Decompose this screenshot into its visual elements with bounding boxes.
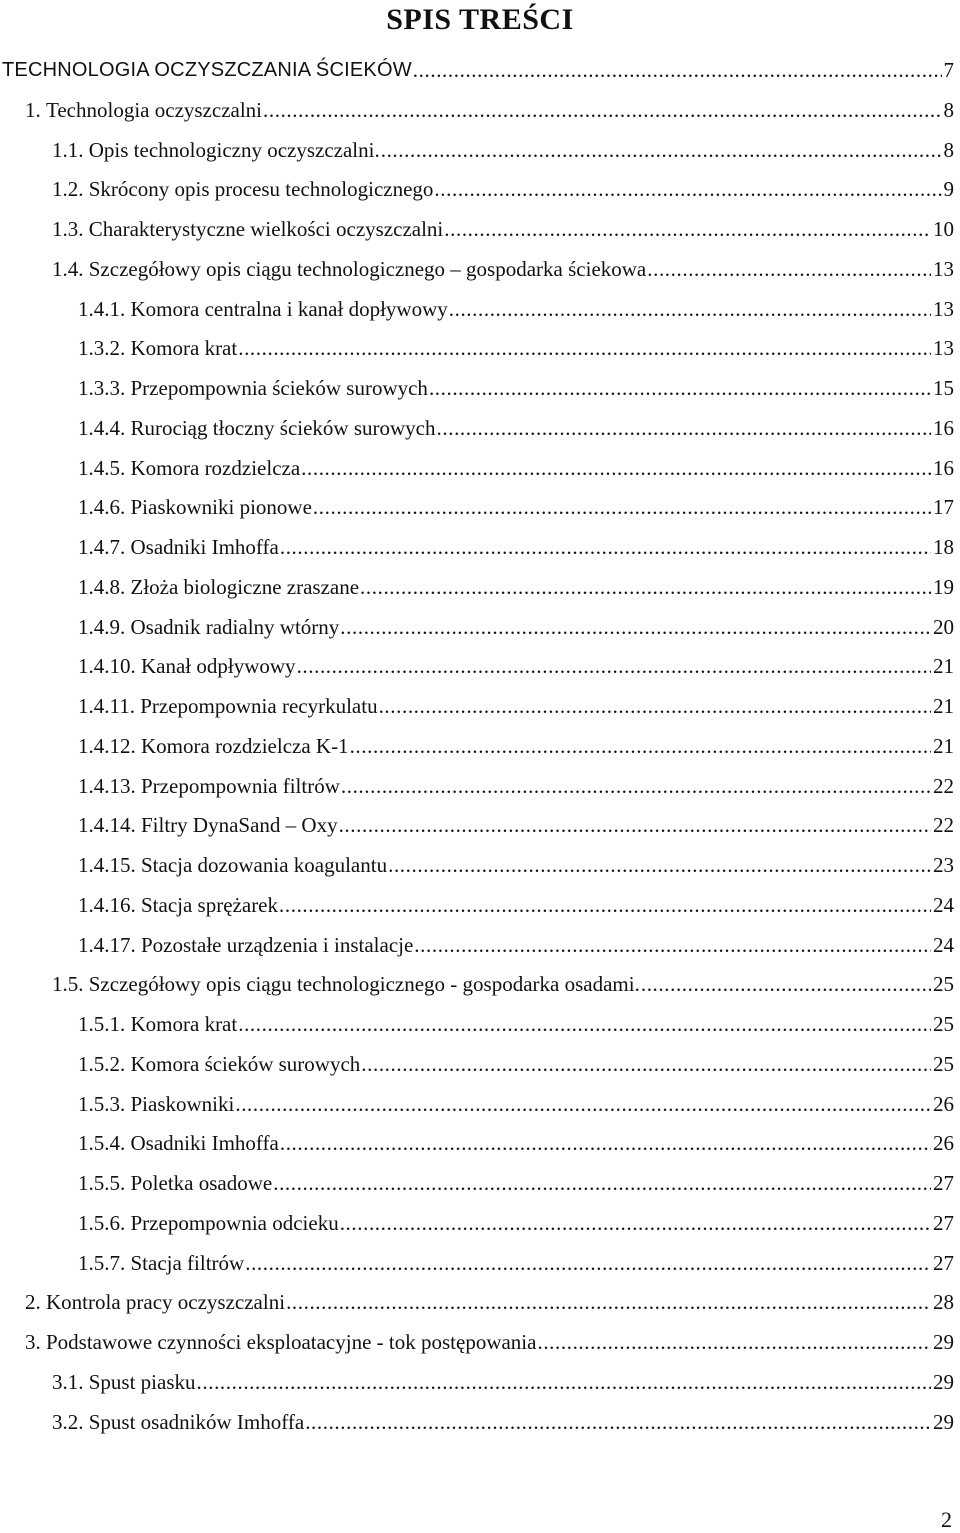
toc-entry-page: 27 — [933, 1250, 954, 1275]
toc-leader-dots — [280, 533, 931, 561]
toc-entry[interactable] — [0, 533, 960, 573]
toc-entry-number: 1.5.4. — [78, 1131, 131, 1156]
toc-entry[interactable] — [0, 1368, 960, 1408]
toc-leader-dots — [297, 652, 931, 680]
toc-leader-dots — [286, 1288, 931, 1316]
toc-entry-page: 9 — [943, 177, 954, 202]
toc-entry-title: Komora krat — [130, 1012, 238, 1036]
toc-entry-title: Szczegółowy opis ciągu technologicznego – gospodarka ściekowa — [88, 256, 647, 281]
toc-entry-title: Komora rozdzielcza K-1 — [141, 733, 349, 758]
page-number: 2 — [941, 1507, 952, 1532]
toc-entry-page: 16 — [933, 455, 954, 480]
toc-entry-page: 21 — [933, 733, 954, 758]
toc-entry-page: 24 — [933, 932, 954, 957]
toc-entry[interactable] — [0, 1050, 960, 1090]
toc-entry-number: 1.4. — [52, 256, 89, 281]
toc-entry-page: 21 — [933, 694, 954, 718]
toc-entry-title: Stacja filtrów — [130, 1250, 245, 1275]
toc-leader-dots — [434, 175, 941, 203]
toc-entry[interactable] — [0, 215, 960, 255]
toc-entry-title: Kontrola pracy oczyszczalni — [46, 1290, 286, 1315]
toc-entry[interactable] — [0, 1408, 960, 1448]
toc-entry[interactable] — [0, 1328, 960, 1368]
toc-entry-number: 1.5.3. — [78, 1091, 131, 1116]
toc-entry-number: 1.4.11. — [78, 694, 141, 718]
toc-entry-number: 1.3.2. — [78, 336, 131, 361]
toc-entry[interactable] — [0, 891, 960, 931]
toc-entry-number: 1.4.10. — [78, 654, 141, 679]
toc-entry-page: 25 — [933, 972, 954, 997]
toc-entry-number: 1.4.6. — [78, 495, 131, 520]
toc-leader-dots — [301, 454, 931, 482]
toc-entry[interactable] — [0, 175, 960, 215]
toc-entry-number: 1.4.12. — [78, 733, 141, 758]
table-of-contents — [0, 56, 960, 1447]
toc-entry-page: 26 — [933, 1131, 954, 1156]
toc-entry-page: 7 — [943, 58, 954, 82]
toc-leader-dots — [379, 692, 931, 720]
toc-entry-page: 22 — [933, 813, 954, 838]
toc-entry-title: Komora centralna i kanał dopływowy — [130, 296, 448, 321]
toc-leader-dots — [280, 1129, 931, 1157]
toc-leader-dots — [388, 851, 931, 879]
toc-entry-number: 1.5.1. — [78, 1012, 131, 1036]
toc-entry-title: Technologia oczyszczalni — [46, 97, 263, 122]
toc-entry-page: 16 — [933, 415, 954, 440]
toc-entry-title: Poletka osadowe — [130, 1171, 273, 1195]
toc-entry-title: Złoża biologiczne zraszane — [130, 574, 360, 599]
toc-entry-title: Podstawowe czynności eksploatacyjne - tok postępowania — [46, 1330, 537, 1354]
toc-leader-dots — [429, 374, 931, 402]
toc-entry[interactable] — [0, 851, 960, 891]
toc-leader-dots — [235, 1090, 931, 1118]
toc-entry[interactable] — [0, 1249, 960, 1289]
toc-entry-number: 1.4.15. — [78, 853, 141, 877]
toc-entry-number: 1.4.8. — [78, 574, 131, 599]
toc-leader-dots — [647, 255, 931, 283]
toc-leader-dots — [341, 772, 931, 800]
toc-entry-title: Osadnik radialny wtórny — [130, 614, 340, 639]
toc-entry-number: 1.4.14. — [78, 813, 141, 838]
toc-entry[interactable] — [0, 652, 960, 692]
toc-entry[interactable] — [0, 692, 960, 732]
toc-entry-page: 25 — [933, 1012, 954, 1036]
toc-entry[interactable] — [0, 1090, 960, 1130]
toc-entry-title: Piaskowniki pionowe — [130, 495, 312, 520]
toc-leader-dots — [437, 414, 931, 442]
toc-entry[interactable] — [0, 136, 960, 176]
toc-entry-number: 3.1. — [52, 1369, 89, 1394]
toc-entry-page: 27 — [933, 1210, 954, 1235]
toc-entry-number: 1.4.16. — [78, 892, 141, 917]
toc-entry-number: 1. — [25, 97, 46, 122]
toc-leader-dots — [537, 1328, 931, 1356]
toc-entry-page: 20 — [933, 614, 954, 639]
toc-leader-dots — [313, 493, 931, 521]
toc-entry-number: 1.4.1. — [78, 296, 131, 321]
toc-leader-dots — [413, 56, 942, 84]
toc-entry-title: Filtry DynaSand – Oxy — [141, 813, 338, 838]
toc-entry[interactable] — [0, 334, 960, 374]
toc-leader-dots — [197, 1368, 931, 1396]
toc-entry-number: 2. — [25, 1290, 46, 1315]
toc-leader-dots — [449, 295, 931, 323]
toc-entry[interactable] — [0, 1010, 960, 1050]
toc-entry-page: 13 — [933, 296, 954, 321]
toc-entry-number: 1.4.13. — [78, 773, 141, 798]
toc-entry-title: Osadniki Imhoffa — [130, 535, 279, 559]
toc-entry-title: TECHNOLOGIA OCZYSZCZANIA ŚCIEKÓW — [2, 59, 412, 81]
toc-entry-number: 3. — [25, 1330, 46, 1354]
toc-entry-number: 1.4.4. — [78, 415, 131, 440]
toc-entry-page: 23 — [933, 853, 954, 877]
toc-leader-dots — [238, 334, 931, 362]
toc-entry[interactable] — [0, 931, 960, 971]
toc-entry-page: 29 — [933, 1369, 954, 1394]
toc-entry-page: 25 — [933, 1051, 954, 1076]
toc-leader-dots — [340, 613, 931, 641]
toc-entry[interactable] — [0, 1288, 960, 1328]
toc-entry-title: Kanał odpływowy — [141, 654, 296, 679]
toc-entry[interactable] — [0, 374, 960, 414]
toc-leader-dots — [350, 732, 931, 760]
toc-entry-number: 1.2. — [52, 177, 89, 202]
toc-leader-dots — [414, 931, 931, 959]
toc-entry-number: 1.3.3. — [78, 376, 131, 400]
toc-entry-page: 17 — [933, 495, 954, 520]
toc-entry-number: 1.4.9. — [78, 614, 131, 639]
toc-leader-dots — [279, 891, 931, 919]
toc-entry-page: 19 — [933, 574, 954, 599]
toc-entry-number: 1.1. — [52, 137, 89, 162]
toc-entry-page: 29 — [933, 1409, 954, 1434]
toc-entry-title: Stacja dozowania koagulantu — [141, 853, 388, 877]
toc-entry-page: 13 — [933, 256, 954, 281]
toc-entry-page: 15 — [933, 376, 954, 400]
toc-entry-page: 29 — [933, 1330, 954, 1354]
toc-entry-title: Osadniki Imhoffa — [130, 1131, 279, 1156]
toc-entry[interactable] — [0, 1169, 960, 1209]
toc-entry-title: Przepompownia filtrów — [141, 773, 340, 798]
toc-leader-dots — [273, 1169, 931, 1197]
toc-entry-number: 1.5.7. — [78, 1250, 131, 1275]
toc-entry-page: 8 — [943, 137, 954, 162]
toc-entry-page: 21 — [933, 654, 954, 679]
toc-entry[interactable] — [0, 732, 960, 772]
toc-entry-number: 1.4.17. — [78, 932, 141, 957]
toc-leader-dots — [641, 970, 931, 998]
toc-entry-number: 1.4.5. — [78, 455, 131, 480]
toc-entry-title: Przepompownia recyrkulatu — [140, 694, 378, 718]
toc-entry-page: 28 — [933, 1290, 954, 1315]
toc-entry-title: Skrócony opis procesu technologicznego — [88, 177, 434, 202]
toc-entry[interactable] — [0, 493, 960, 533]
toc-entry-number: 1.5.6. — [78, 1210, 131, 1235]
toc-leader-dots — [444, 215, 931, 243]
toc-leader-dots — [263, 96, 941, 124]
toc-leader-dots — [305, 1408, 931, 1436]
toc-entry-title: Przepompownia ścieków surowych — [130, 376, 428, 400]
toc-leader-dots — [361, 1050, 931, 1078]
toc-leader-dots — [381, 136, 942, 164]
toc-entry-number: 1.5. — [52, 972, 89, 997]
toc-entry[interactable] — [0, 454, 960, 494]
toc-entry-number: 1.5.2. — [78, 1051, 131, 1076]
toc-entry-title: Rurociąg tłoczny ścieków surowych — [130, 415, 436, 440]
toc-entry-title: Spust piasku — [88, 1369, 196, 1394]
toc-entry[interactable] — [0, 811, 960, 851]
toc-entry-title: Komora rozdzielcza — [130, 455, 301, 480]
toc-entry-page: 8 — [943, 97, 954, 122]
toc-entry-number: 1.3. — [52, 217, 89, 241]
toc-entry[interactable] — [0, 414, 960, 454]
toc-entry-title: Szczegółowy opis ciągu technologicznego - gospodarka osadami. — [88, 972, 640, 997]
toc-entry-page: 18 — [933, 535, 954, 559]
toc-entry-title: Komora ścieków surowych — [130, 1051, 361, 1076]
toc-entry-title: Przepompownia odcieku — [130, 1210, 339, 1235]
toc-entry[interactable] — [0, 255, 960, 295]
toc-leader-dots — [339, 811, 931, 839]
toc-entry-page: 22 — [933, 773, 954, 798]
toc-leader-dots — [245, 1249, 931, 1277]
toc-entry[interactable] — [0, 96, 960, 136]
toc-entry-title: Komora krat — [130, 336, 238, 361]
toc-entry[interactable] — [0, 1129, 960, 1169]
toc-entry-title: Pozostałe urządzenia i instalacje — [141, 932, 414, 957]
page-title: SPIS TREŚCI — [386, 3, 574, 36]
toc-entry[interactable] — [0, 56, 960, 96]
toc-entry[interactable] — [0, 573, 960, 613]
toc-entry-number: 1.4.7. — [78, 535, 131, 559]
toc-entry-number: 1.5.5. — [78, 1171, 131, 1195]
toc-entry-title: Charakterystyczne wielkości oczyszczalni — [88, 217, 444, 241]
toc-leader-dots — [340, 1209, 931, 1237]
toc-entry-title: Opis technologiczny oczyszczalni. — [88, 137, 380, 162]
toc-entry-page: 27 — [933, 1171, 954, 1195]
toc-entry-page: 26 — [933, 1091, 954, 1116]
toc-entry-title: Stacja sprężarek — [141, 892, 279, 917]
toc-entry-title: Spust osadników Imhoffa — [88, 1409, 305, 1434]
toc-entry-title: Piaskowniki — [130, 1091, 235, 1116]
toc-leader-dots — [238, 1010, 931, 1038]
toc-entry-page: 24 — [933, 892, 954, 917]
toc-entry-page: 13 — [933, 336, 954, 361]
toc-entry[interactable] — [0, 1209, 960, 1249]
toc-entry-number: 3.2. — [52, 1409, 89, 1434]
toc-entry[interactable] — [0, 613, 960, 653]
toc-entry-page: 10 — [933, 217, 954, 241]
toc-leader-dots — [360, 573, 931, 601]
toc-entry[interactable] — [0, 970, 960, 1010]
toc-entry[interactable] — [0, 295, 960, 335]
toc-entry[interactable] — [0, 772, 960, 812]
